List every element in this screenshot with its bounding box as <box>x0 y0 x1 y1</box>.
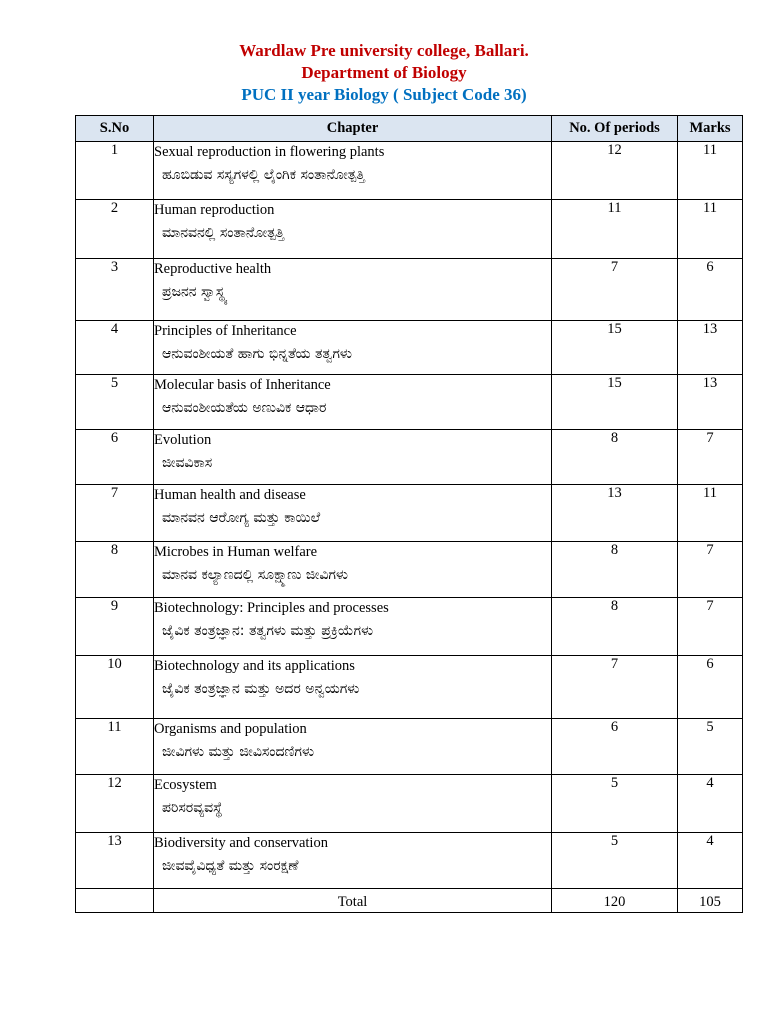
chapter-title-kannada: ಪ್ರಜನನ ಸ್ವಾಸ್ಥ್ಯ <box>162 284 228 300</box>
periods-cell: 15 <box>552 375 678 430</box>
sno-cell: 12 <box>76 775 154 833</box>
chapter-title-english: Biotechnology: Principles and processes <box>154 600 389 616</box>
marks-cell: 4 <box>678 833 743 889</box>
sno-cell: 11 <box>76 719 154 775</box>
college-name: Wardlaw Pre university college, Ballari. <box>239 41 529 60</box>
marks-cell: 11 <box>678 485 743 542</box>
syllabus-table <box>75 115 743 913</box>
marks-cell: 6 <box>678 259 743 321</box>
chapter-title-english: Organisms and population <box>154 721 307 737</box>
chapter-title-kannada: ಜೀವವಿಕಾಸ <box>162 455 213 471</box>
chapter-cell <box>154 200 552 259</box>
marks-cell: 7 <box>678 598 743 656</box>
sno-cell: 2 <box>76 200 154 259</box>
periods-cell: 8 <box>552 598 678 656</box>
chapter-cell <box>154 656 552 719</box>
chapter-title-kannada: ಜೀವಿಗಳು ಮತ್ತು ಜೀವಿಸಂದಣಿಗಳು <box>162 744 315 760</box>
table-row <box>76 485 743 542</box>
marks-cell: 5 <box>678 719 743 775</box>
chapter-cell <box>154 598 552 656</box>
total-label: Total <box>154 889 552 913</box>
periods-cell: 8 <box>552 542 678 598</box>
table-header-row <box>76 116 743 142</box>
document-header <box>0 40 768 106</box>
chapter-cell <box>154 775 552 833</box>
chapter-title-kannada: ಜೈವಿಕ ತಂತ್ರಜ್ಞಾನ: ತತ್ವಗಳು ಮತ್ತು ಪ್ರಕ್ರಿಯೆಗಳು <box>162 623 374 639</box>
total-periods: 120 <box>552 889 678 913</box>
chapter-title-english: Sexual reproduction in flowering plants <box>154 144 385 160</box>
table-row <box>76 656 743 719</box>
chapter-title-kannada: ಮಾನವನ ಆರೋಗ್ಯ ಮತ್ತು ಕಾಯಿಲೆ <box>162 510 321 526</box>
chapter-cell <box>154 375 552 430</box>
marks-cell: 7 <box>678 430 743 485</box>
total-marks: 105 <box>678 889 743 913</box>
table-row <box>76 775 743 833</box>
chapter-title-english: Evolution <box>154 432 212 448</box>
chapter-title-kannada: ಮಾನವನಲ್ಲಿ ಸಂತಾನೋತ್ಪತ್ತಿ <box>162 225 285 241</box>
total-sno-cell <box>76 889 154 913</box>
chapter-cell <box>154 719 552 775</box>
chapter-cell <box>154 833 552 889</box>
chapter-title-english: Principles of Inheritance <box>154 323 297 339</box>
chapter-title-english: Human health and disease <box>154 487 306 503</box>
periods-cell: 6 <box>552 719 678 775</box>
table-row <box>76 200 743 259</box>
chapter-title-english: Biodiversity and conservation <box>154 835 328 851</box>
table-row <box>76 430 743 485</box>
column-header-periods: No. Of periods <box>552 116 678 142</box>
marks-cell: 11 <box>678 142 743 200</box>
chapter-cell <box>154 321 552 375</box>
table-row <box>76 375 743 430</box>
marks-cell: 6 <box>678 656 743 719</box>
chapter-title-kannada: ಪರಿಸರವ್ಯವಸ್ಥೆ <box>162 800 223 816</box>
column-header-chapter: Chapter <box>154 116 552 142</box>
marks-cell: 13 <box>678 321 743 375</box>
chapter-title-english: Ecosystem <box>154 777 217 793</box>
periods-cell: 7 <box>552 259 678 321</box>
table-row <box>76 598 743 656</box>
column-header-sno: S.No <box>76 116 154 142</box>
chapter-title-english: Microbes in Human welfare <box>154 544 318 560</box>
chapter-title-kannada: ಹೂಬಿಡುವ ಸಸ್ಯಗಳಲ್ಲಿ ಲೈಂಗಿಕ ಸಂತಾನೋತ್ಪತ್ತಿ <box>162 167 365 183</box>
chapter-cell <box>154 259 552 321</box>
marks-cell: 7 <box>678 542 743 598</box>
chapter-title-kannada: ಆನುವಂಶೀಯತೆ ಹಾಗು ಭಿನ್ನತೆಯ ತತ್ವಗಳು <box>162 346 352 362</box>
chapter-title-english: Reproductive health <box>154 261 272 277</box>
table-row <box>76 259 743 321</box>
periods-cell: 13 <box>552 485 678 542</box>
sno-cell: 9 <box>76 598 154 656</box>
table-row <box>76 719 743 775</box>
marks-cell: 4 <box>678 775 743 833</box>
chapter-cell <box>154 485 552 542</box>
sno-cell: 6 <box>76 430 154 485</box>
sno-cell: 1 <box>76 142 154 200</box>
periods-cell: 5 <box>552 833 678 889</box>
sno-cell: 13 <box>76 833 154 889</box>
chapter-title-kannada: ಆನುವಂಶೀಯತೆಯ ಅಣುವಿಕ ಆಧಾರ <box>162 400 327 416</box>
periods-cell: 11 <box>552 200 678 259</box>
column-header-marks: Marks <box>678 116 743 142</box>
periods-cell: 8 <box>552 430 678 485</box>
chapter-cell <box>154 542 552 598</box>
chapter-cell <box>154 142 552 200</box>
sno-cell: 4 <box>76 321 154 375</box>
chapter-title-kannada: ಜೈವಿಕ ತಂತ್ರಜ್ಞಾನ ಮತ್ತು ಅದರ ಅನ್ವಯಗಳು <box>162 681 360 697</box>
sno-cell: 3 <box>76 259 154 321</box>
department-name: Department of Biology <box>301 63 467 82</box>
chapter-title-kannada: ಮಾನವ ಕಲ್ಯಾಣದಲ್ಲಿ ಸೂಕ್ಷ್ಮಾಣು ಜೀವಿಗಳು <box>162 567 349 583</box>
chapter-title-english: Biotechnology and its applications <box>154 658 355 674</box>
table-row <box>76 542 743 598</box>
table-row <box>76 833 743 889</box>
chapter-title-english: Molecular basis of Inheritance <box>154 377 331 393</box>
chapter-title-english: Human reproduction <box>154 202 275 218</box>
chapter-cell <box>154 430 552 485</box>
periods-cell: 7 <box>552 656 678 719</box>
periods-cell: 15 <box>552 321 678 375</box>
sno-cell: 5 <box>76 375 154 430</box>
course-title: PUC II year Biology ( Subject Code 36) <box>241 85 527 104</box>
total-row <box>76 889 743 913</box>
marks-cell: 11 <box>678 200 743 259</box>
chapter-title-kannada: ಜೀವವೈವಿಧ್ಯತೆ ಮತ್ತು ಸಂರಕ್ಷಣೆ <box>162 858 299 874</box>
periods-cell: 12 <box>552 142 678 200</box>
periods-cell: 5 <box>552 775 678 833</box>
sno-cell: 7 <box>76 485 154 542</box>
marks-cell: 13 <box>678 375 743 430</box>
sno-cell: 8 <box>76 542 154 598</box>
table-row <box>76 142 743 200</box>
sno-cell: 10 <box>76 656 154 719</box>
table-row <box>76 321 743 375</box>
